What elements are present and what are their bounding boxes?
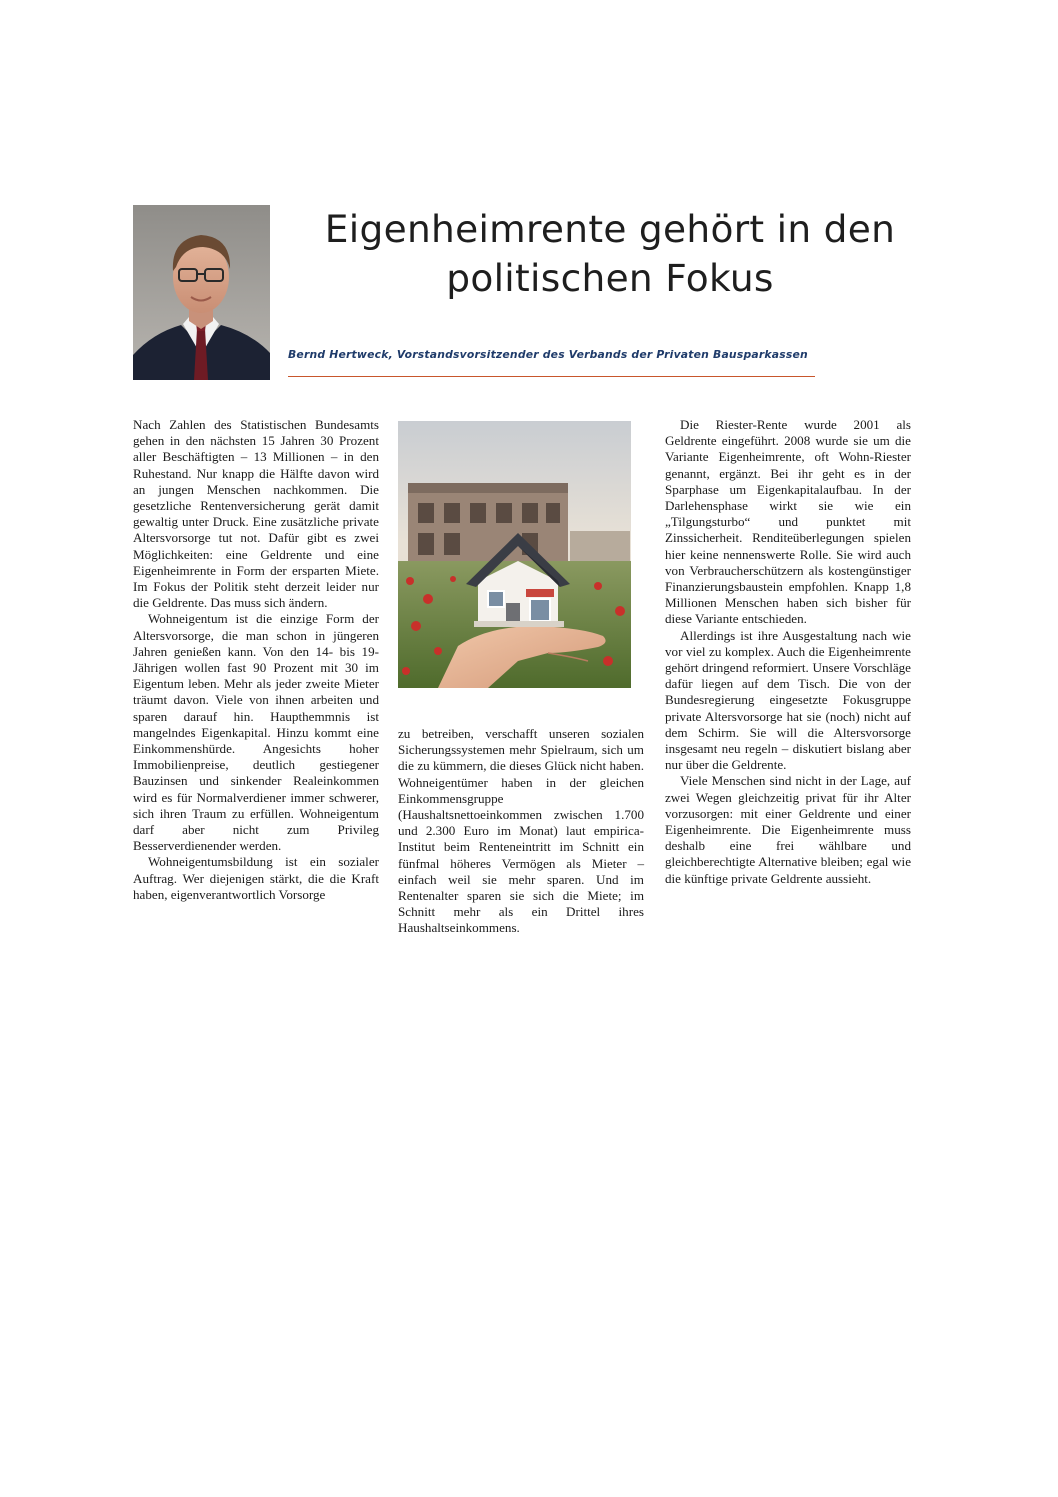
article-column-1 — [133, 417, 379, 903]
paragraph: Wohneigentumsbildung ist ein sozialer Auftrag. Wer diejenigen stärkt, die die Kraft haben, eigenverantwortlich Vorsorge — [133, 854, 379, 902]
paragraph: Die Riester-Rente wurde 2001 als Geldrente eingeführt. 2008 wurde sie um die Variante Eigenheimrente, oft Wohn-Riester genannt, ergänzt. Bei ihr geht es in der Sparphase um Eigenkapitalaufbau. In der Darlehensphase wirkt sie wie ein „Tilgungsturbo“ und punktet mit Zinssicherheit. Renditeüberlegungen spielen hier keine nennenswerte Rolle. Sie wird auch von Verbraucherschützern als kostengünstiger Finanzierungsbaustein empfohlen. Knapp 1,8 Millionen Menschen haben sich bisher für diese Variante entschieden. — [665, 417, 911, 627]
paragraph: Wohneigentum ist die einzige Form der Altersvorsorge, die man schon in jüngeren Jahren genießen kann. Von den 14- bis 19-Jährigen wollen fast 90 Prozent mit 30 im Eigentum leben. Mehr als jeder zweite Mieter träumt davon. Viele von ihnen arbeiten und sparen darauf hin. Haupthemmnis ist mangelndes Eigenkapital. Hinzu kommt eine Einkommenshürde. Angesichts hoher Immobilienpreise, deutlich gestiegener Bauzinsen und sinkender Realeinkommen wird es für Normalverdiener immer schwerer, sich ihren Traum zu erfüllen. Wohneigentum darf aber nicht zum Privileg Besserverdienender werden. — [133, 611, 379, 854]
byline-divider — [288, 376, 815, 377]
paragraph: Allerdings ist ihre Ausgestaltung nach wie vor viel zu komplex. Auch die Eigenheimrente gehört dringend reformiert. Unsere Vorschläge dafür liegen auf dem Tisch. Die von der Bundesregierung eingesetzte Fokusgruppe private Altersvorsorge hat sie (noch) nicht auf dem Schirm. Sie will die Altersvorsorge insgesamt neu regeln – diskutiert bislang aber nur über die Geldrente. — [665, 627, 911, 773]
house-illustration-photo — [398, 421, 631, 688]
house-on-hand-illustration — [398, 421, 631, 688]
article-column-2 — [398, 726, 644, 937]
portrait-illustration — [133, 205, 270, 380]
article-column-3 — [665, 417, 911, 887]
author-portrait — [133, 205, 270, 380]
paragraph: Nach Zahlen des Statistischen Bundesamts gehen in den nächsten 15 Jahren 30 Prozent aller Beschäftigten – 13 Millionen – in den Ruhestand. Nur knapp die Hälfte davon wird an jungen Menschen nachkommen. Die gesetzliche Rentenversicherung gerät damit gewaltig unter Druck. Eine zusätzliche private Altersvorsorge tut not. Dafür gibt es zwei Möglichkeiten: eine Geldrente und eine Eigenheimrente in Form der ersparten Miete. Im Fokus der Politik steht derzeit leider nur die Geldrente. Das muss sich ändern. — [133, 417, 379, 611]
paragraph: zu betreiben, verschafft unseren sozialen Sicherungssystemen mehr Spielraum, sich um die zu kümmern, die dieses Glück nicht haben. Wohneigentümer haben in der gleichen Einkommensgruppe (Haushaltsnettoeinkommen zwischen 1.700 und 2.300 Euro im Monat) laut empirica-Institut beim Renteneintritt im Schnitt ein fünfmal höheres Vermögen als Mieter – einfach weil sie mehr sparen. Und im Rentenalter sparen sie sich die Miete; im Schnitt mehr als ein Drittel ihres Haushaltseinkommens. — [398, 726, 644, 936]
author-byline: Bernd Hertweck, Vorstandsvorsitzender des Verbands der Privaten Bausparkassen — [288, 348, 808, 361]
article-headline: Eigenheimrente gehört in den politischen Fokus — [324, 207, 896, 300]
paragraph: Viele Menschen sind nicht in der Lage, auf zwei Wegen gleichzeitig privat für ihr Alter vorzusorgen: mit einer Geldrente und einer Eigenheimrente. Die Eigenheimrente muss deshalb eine frei wählbare und gleichberechtigte Alternative bleiben; egal wie die künftige private Geldrente aussieht. — [665, 773, 911, 886]
